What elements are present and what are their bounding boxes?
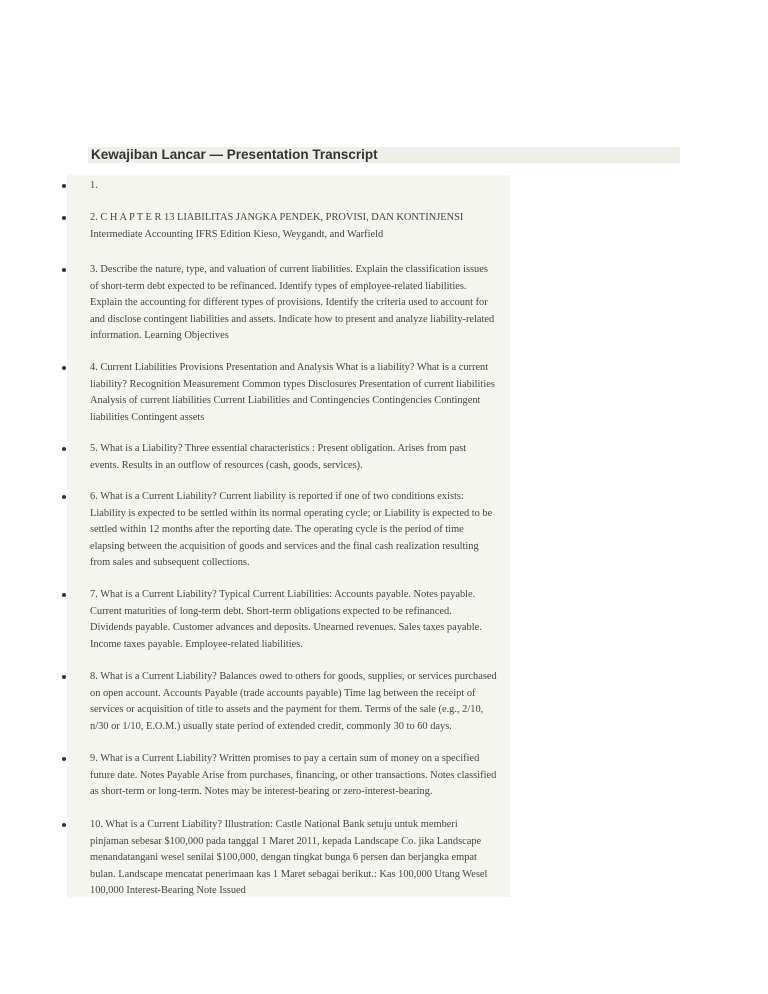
- title-bar: [88, 147, 680, 163]
- text-line: 3. Describe the nature, type, and valuation of current liabilities. Explain the classification issues: [90, 264, 488, 275]
- list-item-text: [90, 751, 510, 801]
- text-line: Analysis of current liabilities Current Liabilities and Contingencies Contingencies Contingent: [90, 395, 481, 407]
- list-item-text: [90, 669, 510, 735]
- text-line: as short-term or long-term. Notes may be interest-bearing or zero-interest-bearing.: [90, 786, 433, 798]
- text-line: and disclose contingent liabilities and assets. Indicate how to present and analyze liability-related: [90, 313, 495, 325]
- bullet-icon: [62, 366, 66, 370]
- text-line: 4. Current Liabilities Provisions Presentation and Analysis What is a liability? What is a current: [90, 362, 489, 373]
- text-line: elapsing between the acquisition of goods and services and the final cash realization resulting: [90, 540, 479, 552]
- bullet-icon: [62, 184, 66, 188]
- bullet-icon: [62, 823, 66, 827]
- text-line: 100,000 Interest-Bearing Note Issued: [90, 885, 246, 897]
- bullet-icon: [62, 447, 66, 451]
- bullet-icon: [62, 495, 66, 499]
- text-line: Income taxes payable. Employee-related liabilities.: [90, 638, 303, 650]
- text-line: Current maturities of long-term debt. Short-term obligations expected to be refinanced.: [90, 605, 452, 617]
- text-line: 5. What is a Liability? Three essential characteristics : Present obligation. Arises from past: [90, 443, 467, 454]
- bullet-icon: [62, 757, 66, 761]
- text-line: from sales and subsequent collections.: [90, 557, 250, 569]
- text-line: on open account. Accounts Payable (trade accounts payable) Time lag between the receipt of: [90, 687, 476, 699]
- text-line: settled within 12 months after the reporting date. The operating cycle is the period of time: [90, 524, 464, 536]
- list-item-text: [90, 178, 510, 195]
- bullet-icon: [62, 268, 66, 272]
- text-line: services or acquisition of title to assets and the payment for them. Terms of the sale (e.g., 2/10,: [90, 704, 484, 716]
- text-line: Dividends payable. Customer advances and deposits. Unearned revenues. Sales taxes payable.: [90, 622, 482, 634]
- list-item-text: [90, 817, 510, 900]
- text-line: n/30 or 1/10, E.O.M.) usually state period of extended credit, commonly 30 to 60 days.: [90, 720, 452, 732]
- text-line: 10. What is a Current Liability? Illustration: Castle National Bank setuju untuk memberi: [90, 819, 458, 830]
- list-item-text: [90, 262, 510, 345]
- list-item-text: [90, 441, 510, 474]
- page-title: Kewajiban Lancar — Presentation Transcript: [91, 147, 378, 162]
- list-item-text: [90, 360, 510, 426]
- text-line: 6. What is a Current Liability? Current liability is reported if one of two conditions exists:: [90, 491, 464, 502]
- text-line: liability? Recognition Measurement Common types Disclosures Presentation of current liabilities: [90, 378, 495, 390]
- text-line: liabilities Contingent assets: [90, 411, 205, 423]
- text-line: events. Results in an outflow of resources (cash, goods, services).: [90, 459, 363, 471]
- text-line: bulan. Landscape mencatat penerimaan kas 1 Maret sebagai berikut.: Kas 100,000 Utang Wesel: [90, 868, 488, 880]
- text-line: 2. C H A P T E R 13 LIABILITAS JANGKA PENDEK, PROVISI, DAN KONTINJENSI: [90, 212, 464, 223]
- text-line: 7. What is a Current Liability? Typical Current Liabilities: Accounts payable. Notes payable.: [90, 589, 476, 600]
- bullet-icon: [62, 675, 66, 679]
- bullet-icon: [62, 216, 66, 220]
- list-item-text: [90, 587, 510, 653]
- text-line: Intermediate Accounting IFRS Edition Kieso, Weygandt, and Warfield: [90, 228, 384, 240]
- text-line: Explain the accounting for different types of provisions. Identify the criteria used to account for: [90, 297, 488, 309]
- text-line: 1.: [90, 180, 98, 191]
- text-line: pinjaman sebesar $100,000 pada tanggal 1 Maret 2011, kepada Landscape Co. jika Landscape: [90, 835, 482, 847]
- text-line: information. Learning Objectives: [90, 330, 229, 342]
- text-line: future date. Notes Payable Arise from purchases, financing, or other transactions. Notes classified: [90, 769, 497, 781]
- list-item-text: [90, 489, 510, 572]
- list-item-text: [90, 210, 510, 243]
- text-line: 8. What is a Current Liability? Balances owed to others for goods, supplies, or services purchased: [90, 671, 497, 682]
- text-line: 9. What is a Current Liability? Written promises to pay a certain sum of money on a specified: [90, 753, 480, 764]
- text-line: menandatangani wesel senilai $100,000, dengan tingkat bunga 6 persen dan berjangka empat: [90, 852, 477, 864]
- text-line: of short-term debt expected to be refinanced. Identify types of employee-related liabilities.: [90, 280, 467, 292]
- text-line: Liability is expected to be settled within its normal operating cycle; or Liability is expected to be: [90, 507, 493, 519]
- bullet-icon: [62, 593, 66, 597]
